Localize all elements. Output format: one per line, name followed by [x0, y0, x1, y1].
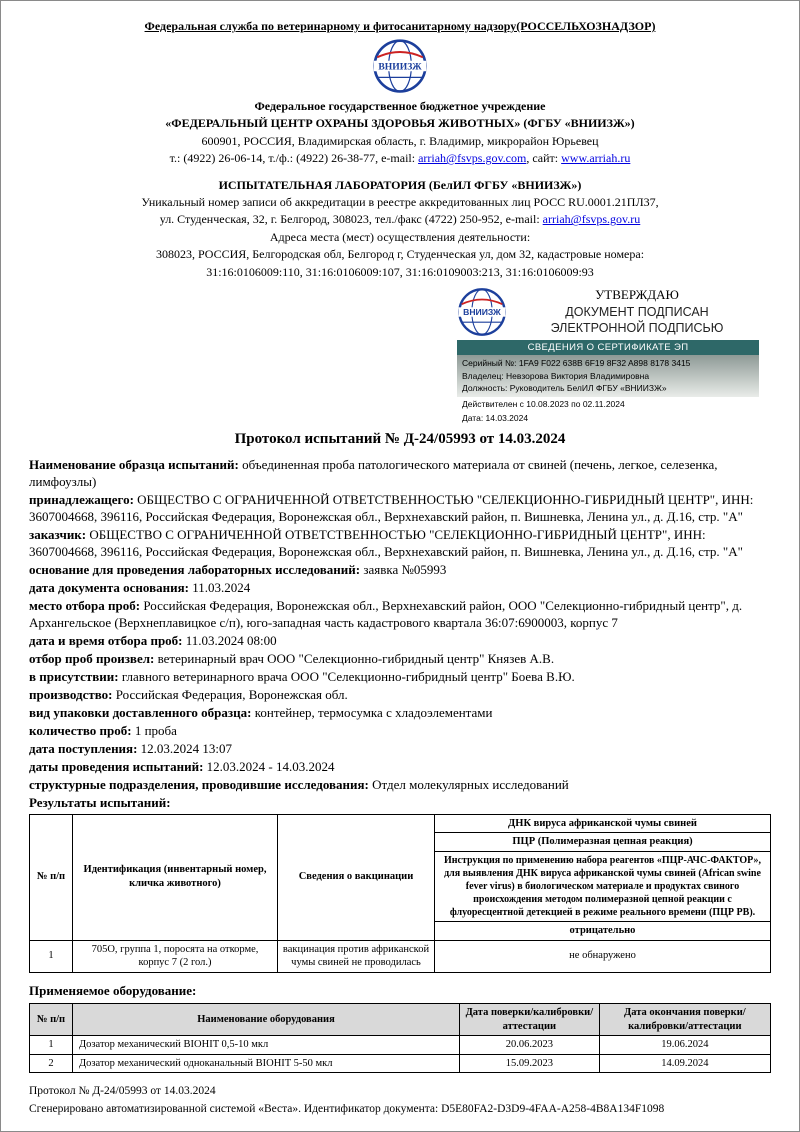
field-label: место отбора проб:	[29, 597, 141, 613]
field-label: количество проб:	[29, 722, 132, 738]
field-test-dates	[29, 758, 771, 775]
equipment-row	[30, 1036, 771, 1055]
field-packaging	[29, 704, 771, 721]
cell-vaccination: вакцинация против африканской чумы свиней не проводилась	[278, 940, 435, 972]
cert-owner: Владелец: Невзорова Виктория Владимировна	[462, 370, 650, 381]
field-customer	[29, 526, 771, 560]
field-label: Наименование образца испытаний:	[29, 456, 239, 472]
cert-validity: Действителен с 10.08.2023 по 02.11.2024	[462, 399, 625, 410]
eq-cell-num: 1	[30, 1036, 73, 1055]
cert-serial: Серийный №: 1FA9 F022 638B 6F19 8F32 A898 8178 3415	[462, 357, 691, 368]
globe-logo-icon	[372, 38, 428, 94]
eq-col-name: Наименование оборудования	[73, 1003, 460, 1035]
field-label: принадлежащего:	[29, 491, 134, 507]
certificate-banner: СВЕДЕНИЯ О СЕРТИФИКАТЕ ЭП	[457, 340, 759, 355]
equipment-header-row	[30, 1003, 771, 1035]
cadastral-numbers: 31:16:0106009:110, 31:16:0106009:107, 31:16:0109003:213, 31:16:0106009:93	[206, 264, 594, 279]
col-header-num: № п/п	[30, 814, 73, 940]
field-value: Отдел молекулярных исследований	[368, 776, 569, 792]
col-header-vaccination: Сведения о вакцинации	[278, 814, 435, 940]
field-sampling-place	[29, 597, 771, 631]
lab-address	[29, 211, 771, 228]
field-witness	[29, 668, 771, 685]
cell-identification: 705О, группа 1, поросята на откорме, корпус 7 (2 гол.)	[73, 940, 278, 972]
contacts-mid: , сайт:	[526, 151, 562, 166]
col-header-identification: Идентификация (инвентарный номер, кличка животного)	[73, 814, 278, 940]
field-label: дата поступления:	[29, 740, 138, 756]
field-value: объединенная проба патологического материала от свиней (печень, легкое, селезенка, лимфоузлы)	[29, 456, 718, 489]
lab-title: ИСПЫТАТЕЛЬНАЯ ЛАБОРАТОРИЯ (БелИЛ ФГБУ «ВНИИЗЖ»)	[218, 177, 582, 192]
protocol-fields	[29, 456, 771, 811]
document-footer	[29, 1083, 771, 1118]
logo-text: ВНИИЗЖ	[463, 307, 501, 318]
field-label: в присутствии:	[29, 668, 119, 684]
field-label: дата и время отбора проб:	[29, 632, 183, 648]
field-basis	[29, 561, 771, 578]
field-sampler	[29, 650, 771, 667]
signed-line-1: ДОКУМЕНТ ПОДПИСАН	[565, 305, 709, 320]
col-header-method: Инструкция по применению набора реагентов «ПЦР-АЧС-ФАКТОР», для выявления ДНК вируса африканской чумы свиней (African swine fever virus) в биологическом материале и продуктах свиного происхождения методом полимеразной цепной реакции с флуоресцентной детекцией в режиме реального времени (ПЦР РВ).	[435, 851, 771, 921]
org-type: Федеральное государственное бюджетное учреждение	[254, 99, 546, 113]
stamp-top	[457, 287, 759, 337]
org-address: 600901, РОССИЯ, Владимирская область, г. Владимир, микрорайон Юрьевец	[201, 133, 599, 148]
field-value: 12.03.2024 13:07	[137, 740, 233, 756]
field-value: заявка №05993	[360, 561, 447, 577]
field-basis-date	[29, 579, 771, 596]
col-header-dna: ДНК вируса африканской чумы свиней	[435, 814, 771, 833]
eq-cell-verify: 15.09.2023	[460, 1054, 600, 1073]
agency-title: Федеральная служба по ветеринарному и фитосанитарному надзору(РОССЕЛЬХОЗНАДЗОР)	[144, 19, 656, 33]
email-lab-link[interactable]: arriah@fsvps.gov.ru	[542, 212, 641, 227]
field-label: Результаты испытаний:	[29, 794, 171, 810]
field-sample-name	[29, 456, 771, 490]
globe-logo-icon	[457, 287, 507, 337]
footer-generated-by: Сгенерировано автоматизированной системой «Веста». Идентификатор документа: D5E80FA2-D3D9-4FAA-A258-4B8A134F1098	[29, 1102, 665, 1115]
results-data-row	[30, 940, 771, 972]
cert-date: Дата: 14.03.2024	[462, 412, 529, 423]
cert-position: Должность: Руководитель БелИЛ ФГБУ «ВНИИЗЖ»	[462, 383, 667, 394]
cell-num: 1	[30, 940, 73, 972]
col-header-pcr: ПЦР (Полимеразная цепная реакция)	[435, 833, 771, 852]
signed-line-2: ЭЛЕКТРОННОЙ ПОДПИСЬЮ	[550, 321, 724, 336]
vniizh-logo	[29, 38, 771, 94]
eq-cell-name: Дозатор механический BIOHIT 0,5-10 мкл	[73, 1036, 460, 1055]
field-departments	[29, 776, 771, 793]
field-value: 12.03.2024 - 14.03.2024	[203, 758, 335, 774]
field-value: контейнер, термосумка с хладоэлементами	[251, 704, 493, 720]
certificate-info	[457, 355, 759, 397]
accreditation-line: Уникальный номер записи об аккредитации в реестре аккредитованных лиц РОСС RU.0001.21ПЛ37,	[141, 194, 659, 209]
field-label: структурные подразделения, проводившие исследования:	[29, 776, 369, 792]
field-label: дата документа основания:	[29, 579, 189, 595]
equipment-table	[29, 1003, 771, 1074]
eq-cell-verify: 20.06.2023	[460, 1036, 600, 1055]
field-value: 11.03.2024 08:00	[182, 632, 277, 648]
field-sampling-datetime	[29, 632, 771, 649]
approve-label: УТВЕРЖДАЮ	[595, 287, 679, 303]
field-label: заказчик:	[29, 526, 87, 542]
field-label: основание для проведения лабораторных исследований:	[29, 561, 361, 577]
field-value: Российская Федерация, Воронежская обл., Верхнехавский район, ООО "Селекционно-гибридный центр", д. Архангельское (Верхнеплавицкое с/п), юго-западная часть кадастрового квартала 36:07:6900003, корпус 7	[29, 597, 743, 630]
results-table	[29, 814, 771, 973]
field-sample-count	[29, 722, 771, 739]
activity-label: Адреса места (мест) осуществления деятельности:	[269, 229, 531, 244]
field-value: ОБЩЕСТВО С ОГРАНИЧЕННОЙ ОТВЕТСТВЕННОСТЬЮ "СЕЛЕКЦИОННО-ГИБРИДНЫЙ ЦЕНТР", ИНН: 3607004668, 396116, Российская Федерация, Воронежская обл., Верхнехавский район, п. Вишневка, Ленина ул., д. Д.16, стр. "А"	[29, 491, 754, 524]
org-contacts	[29, 150, 771, 167]
eq-cell-name: Дозатор механический одноканальный BIOHIT 5-50 мкл	[73, 1054, 460, 1073]
stamp-logo	[457, 287, 507, 337]
field-value: ОБЩЕСТВО С ОГРАНИЧЕННОЙ ОТВЕТСТВЕННОСТЬЮ "СЕЛЕКЦИОННО-ГИБРИДНЫЙ ЦЕНТР", ИНН: 3607004668, 396116, Российская Федерация, Воронежская обл., Верхнехавский район, п. Вишневка, Ленина ул., д. Д.16, стр. "А"	[29, 526, 743, 559]
field-results-heading	[29, 794, 771, 811]
activity-address: 308023, РОССИЯ, Белгородская обл, Белгород г, Студенческая ул, дом 32, кадастровые номера:	[155, 247, 645, 262]
field-label: отбор проб произвел:	[29, 650, 155, 666]
col-header-norm: отрицательно	[435, 921, 771, 940]
results-header-row-1	[30, 814, 771, 833]
cell-result: не обнаружено	[435, 940, 771, 972]
website-link[interactable]: www.arriah.ru	[561, 151, 631, 166]
field-value: 1 проба	[131, 722, 177, 738]
field-value: ветеринарный врач ООО "Селекционно-гибридный центр" Князев А.В.	[154, 650, 555, 666]
field-label: вид упаковки доставленного образца:	[29, 704, 252, 720]
footer-protocol-number: Протокол № Д-24/05993 от 14.03.2024	[29, 1085, 216, 1098]
field-value: Российская Федерация, Воронежская обл.	[112, 686, 348, 702]
eq-col-verify-date: Дата поверки/калибровки/аттестации	[460, 1003, 600, 1035]
email-main-link[interactable]: arriah@fsvps.gov.com	[418, 151, 527, 166]
eq-col-num: № п/п	[30, 1003, 73, 1035]
field-value: главного ветеринарного врача ООО "Селекционно-гибридный центр" Боева В.Ю.	[118, 668, 575, 684]
logo-text: ВНИИЗЖ	[378, 61, 422, 73]
eq-cell-expire: 14.09.2024	[599, 1054, 770, 1073]
eq-cell-expire: 19.06.2024	[599, 1036, 770, 1055]
field-label: даты проведения испытаний:	[29, 758, 204, 774]
equipment-row	[30, 1054, 771, 1073]
signature-stamp	[457, 287, 759, 425]
equipment-title: Применяемое оборудование:	[29, 982, 197, 998]
eq-col-expire-date: Дата окончания поверки/калибровки/аттестации	[599, 1003, 770, 1035]
stamp-text-block	[515, 287, 759, 337]
lab-address-prefix: ул. Студенческая, 32, г. Белгород, 308023, тел./факс (4722) 250-952, e-mail:	[159, 212, 543, 227]
org-name: «ФЕДЕРАЛЬНЫЙ ЦЕНТР ОХРАНЫ ЗДОРОВЬЯ ЖИВОТНЫХ» (ФГБУ «ВНИИЗЖ»)	[165, 116, 635, 131]
contacts-prefix: т.: (4922) 26-06-14, т./ф.: (4922) 26-38-77, e-mail:	[169, 151, 419, 166]
field-value: 11.03.2024	[188, 579, 251, 595]
field-receipt-date	[29, 740, 771, 757]
field-production	[29, 686, 771, 703]
page-title: Протокол испытаний № Д-24/05993 от 14.03.2024	[234, 430, 566, 447]
field-label: производство:	[29, 686, 113, 702]
eq-cell-num: 2	[30, 1054, 73, 1073]
field-owner	[29, 491, 771, 525]
